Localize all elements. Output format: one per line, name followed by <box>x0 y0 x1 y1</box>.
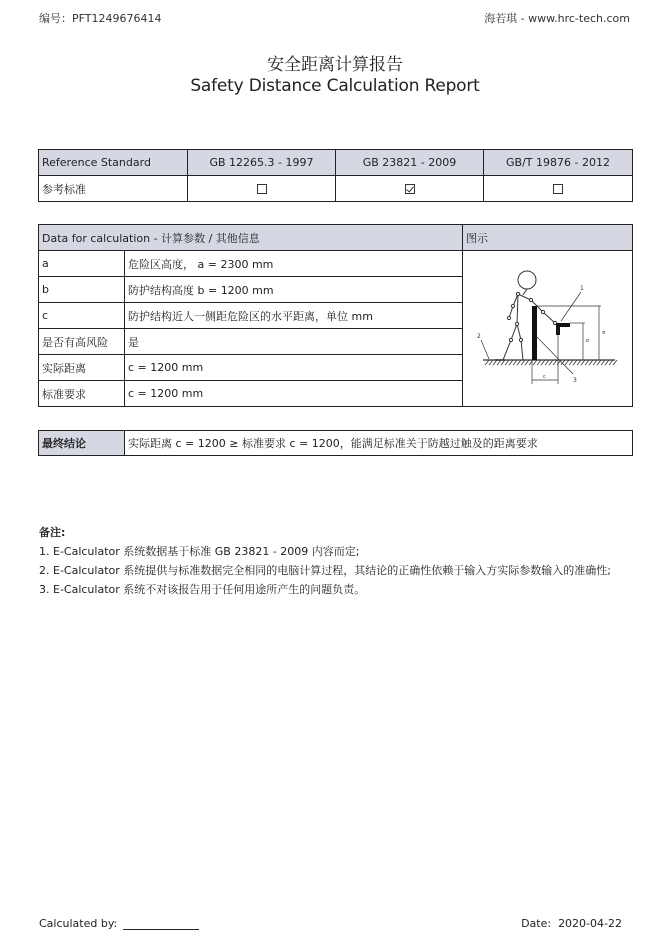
report-serial <box>39 10 161 26</box>
conclusion-text: 实际距离 c = 1200 ≥ 标准要求 c = 1200，能满足标准关于防越过触及的距离要求 <box>125 431 633 456</box>
hatch-line <box>569 360 573 365</box>
hatch-line <box>505 360 509 365</box>
hatch-line <box>585 360 589 365</box>
data-header-row <box>39 225 633 251</box>
notes-title: 备注: <box>39 526 66 539</box>
calculated-by <box>39 917 199 930</box>
conclusion-label: 最终结论 <box>39 431 125 456</box>
conclusion-row <box>39 431 633 456</box>
label-3: 3 <box>572 377 577 384</box>
reference-header-label: Reference Standard <box>39 150 188 176</box>
hatch-line <box>521 360 525 365</box>
report-date <box>521 917 622 930</box>
hatch-line <box>577 360 581 365</box>
figure-cell <box>463 251 633 407</box>
param-key: 实际距离 <box>39 355 125 381</box>
hatch-line <box>549 360 553 365</box>
label-a: a <box>600 330 607 334</box>
param-value: 是 <box>125 329 463 355</box>
param-key: c <box>39 303 125 329</box>
hatch-line <box>545 360 549 365</box>
hatch-line <box>589 360 593 365</box>
param-key: a <box>39 251 125 277</box>
conclusion-table <box>38 430 633 456</box>
hatch-line <box>581 360 585 365</box>
hatch-line <box>529 360 533 365</box>
standard-checkbox[interactable] <box>257 184 267 194</box>
hatch-line <box>573 360 577 365</box>
hatch-line <box>509 360 513 365</box>
param-key: b <box>39 277 125 303</box>
param-value: c = 1200 mm <box>125 381 463 407</box>
hatch-line <box>597 360 601 365</box>
hatch-line <box>525 360 529 365</box>
table-row <box>39 251 633 277</box>
label-2: 2 <box>476 333 481 340</box>
hatch-line <box>605 360 609 365</box>
data-header: Data for calculation - 计算参数 / 其他信息 <box>39 225 463 251</box>
hatch-line <box>613 360 617 365</box>
hatch-line <box>533 360 537 365</box>
report-title-cn: 安全距离计算报告 <box>267 55 403 75</box>
hatch-line <box>601 360 605 365</box>
hatch-line <box>593 360 597 365</box>
standard-checkbox-cell <box>484 176 633 202</box>
label-1: 1 <box>579 285 584 292</box>
param-key: 标准要求 <box>39 381 125 407</box>
figure-header: 图示 <box>463 225 633 251</box>
hatch-line <box>513 360 517 365</box>
calculated-by-label: Calculated by: <box>39 917 118 930</box>
reference-standard-table <box>38 149 633 202</box>
param-key: 是否有高风险 <box>39 329 125 355</box>
hatch-line <box>541 360 545 365</box>
param-value: 防护结构近人一侧距危险区的水平距离，单位 mm <box>125 303 463 329</box>
label-c: c <box>542 374 546 380</box>
safety-distance-diagram-icon <box>473 262 623 392</box>
param-value: 危险区高度， a = 2300 mm <box>125 251 463 277</box>
serial-value: PFT1249676414 <box>72 12 162 25</box>
standard-checkbox[interactable] <box>405 184 415 194</box>
barrier <box>532 306 537 360</box>
standard-checkbox[interactable] <box>553 184 563 194</box>
note-item: 3. E-Calculator 系统不对该报告用于任何用途所产生的问题负责。 <box>39 583 366 596</box>
standard-name: GB 23821 - 2009 <box>336 150 484 176</box>
notes-section <box>39 523 611 599</box>
hatch-line <box>537 360 541 365</box>
note-item: 2. E-Calculator 系统提供与标准数据完全相同的电脑计算过程，其结论的正确性依赖于输入方实际参数输入的准确性; <box>39 564 611 577</box>
hatch-line <box>565 360 569 365</box>
hatch-line <box>553 360 557 365</box>
param-value: 防护结构高度 b = 1200 mm <box>125 277 463 303</box>
signature-line[interactable] <box>123 920 199 930</box>
serial-label: 编号： <box>39 12 72 25</box>
standard-checkbox-cell <box>188 176 336 202</box>
note-item: 1. E-Calculator 系统数据基于标准 GB 23821 - 2009 内容而定; <box>39 545 360 558</box>
hatch-line <box>609 360 613 365</box>
hatch-line <box>489 360 493 365</box>
reference-check-row <box>39 176 633 202</box>
reference-header-row <box>39 150 633 176</box>
company-name: 海若琪 - www.hrc-tech.com <box>484 12 630 25</box>
hatch-line <box>517 360 521 365</box>
date-label: Date: <box>521 917 552 930</box>
calculation-data-table <box>38 224 633 407</box>
label-b: b <box>584 338 591 342</box>
person-figure <box>495 271 557 360</box>
standard-name: GB 12265.3 - 1997 <box>188 150 336 176</box>
standard-name: GB/T 19876 - 2012 <box>484 150 633 176</box>
param-value: c = 1200 mm <box>125 355 463 381</box>
date-value: 2020-04-22 <box>558 917 622 930</box>
report-title-en: Safety Distance Calculation Report <box>190 76 480 96</box>
standard-checkbox-cell <box>336 176 484 202</box>
hatch-line <box>485 360 489 365</box>
reference-row-label: 参考标准 <box>39 176 188 202</box>
